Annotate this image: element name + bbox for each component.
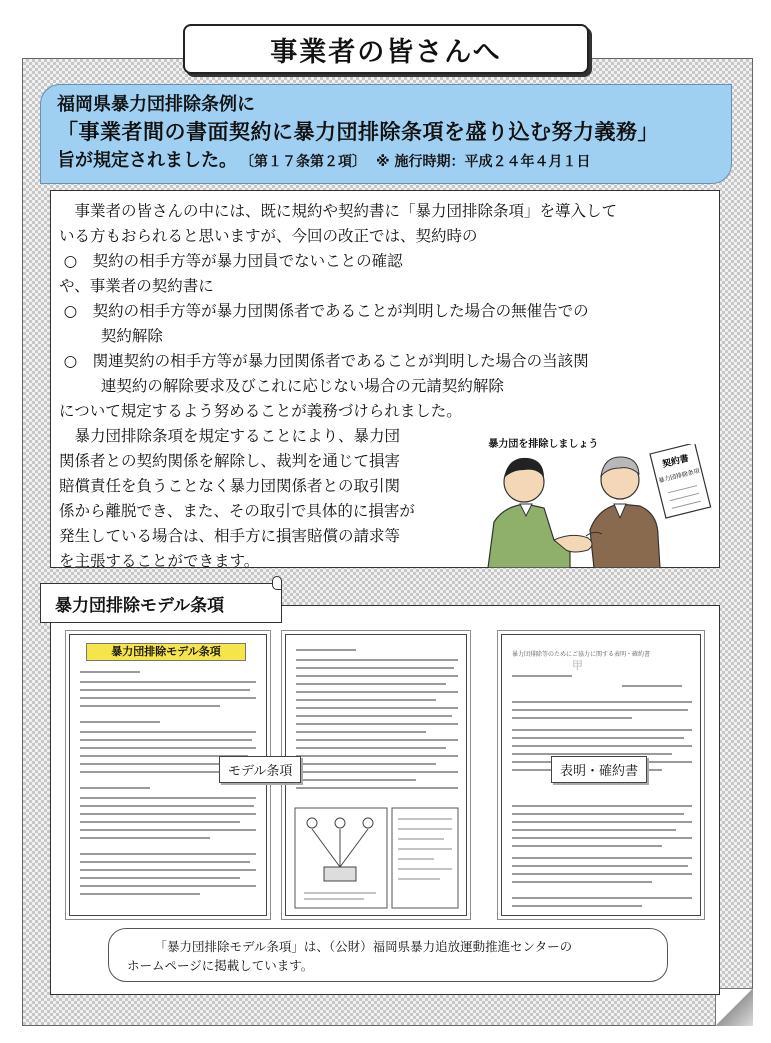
title-box <box>183 24 589 74</box>
model-clause-callout: モデル条項 <box>219 756 301 783</box>
section-heading: 暴力団排除モデル条項 <box>55 595 225 616</box>
footer-line-2: ホームページに掲載しています。 <box>127 958 314 973</box>
paragraph-1-line-1: 事業者の皆さんの中には、既に規約や契約書に「暴力団排除条項」を導入して <box>74 202 618 220</box>
pledge-callout: 表明・確約書 <box>551 756 647 783</box>
pledge-document-title: 暴力団排除等のためにご協力に関する表明・確約書 <box>512 651 651 658</box>
banner-article: 〔第１７条第２項〕 <box>247 154 366 170</box>
benefit-line-2: 関係者との契約関係を解除し、裁判を通じて損害 <box>59 452 401 470</box>
lower-section <box>59 424 711 574</box>
page-curl-decoration <box>715 988 753 1026</box>
document-label-clause: 暴力団排除条項 <box>658 467 701 485</box>
benefit-line-1: 暴力団排除条項を規定することにより、暴力団 <box>74 427 401 445</box>
footer-note <box>108 928 668 982</box>
banner-line-2: 「事業者間の書面契約に暴力団排除条項を盛り込む努力義務」 <box>57 120 659 144</box>
model-clause-header: 暴力団排除モデル条項 <box>86 643 246 661</box>
closing-text: について規定するよう努めることが義務づけられました。 <box>59 402 462 420</box>
benefit-paragraph <box>59 424 474 574</box>
bullet-confirmation: ○ 契約の相手方等が暴力団員でないことの確認 <box>63 252 403 270</box>
banner-effective-date: ※ 施行時期：平成２４年４月１日 <box>376 154 591 170</box>
bullet-related-line-1: ○ 関連契約の相手方等が暴力団関係者であることが判明した場合の当該関 <box>63 352 589 370</box>
paragraph-1-line-2: いる方もおられると思いますが、今回の改正では、契約時の <box>59 227 478 245</box>
explanation-box <box>50 190 720 568</box>
law-banner <box>40 84 732 184</box>
pledge-document-seal: 甲 <box>572 659 583 672</box>
model-clause-page-2-thumbnail[interactable] <box>285 634 467 916</box>
handshake-illustration <box>480 426 711 568</box>
section-heading-tab <box>40 583 282 623</box>
handshake-icon <box>480 444 712 568</box>
document-label-contract: 契約書 <box>661 453 691 471</box>
banner-main-text: 旨が規定されました。 <box>57 150 237 171</box>
bullet-termination-line-2: 契約解除 <box>100 327 163 345</box>
tab-curl-decoration <box>272 576 282 590</box>
flow-diagram-icon <box>294 807 460 909</box>
benefit-line-5: 発生している場合は、相手方に損害賠償の請求等 <box>59 527 401 545</box>
benefit-line-3: 賠償責任を負うことなく暴力団関係者との取引関 <box>59 477 401 495</box>
illustration-caption: 暴力団を排除しましょう <box>488 439 599 450</box>
benefit-line-6: を主張することができます。 <box>59 552 260 570</box>
benefit-line-4: 係から離脱でき、また、その取引で具体的に損害が <box>59 502 415 520</box>
bullet-termination-line-1: ○ 契約の相手方等が暴力団関係者であることが判明した場合の無催告での <box>63 302 589 320</box>
bullet-related-contract <box>59 349 711 399</box>
banner-line-1: 福岡県暴力団排除条例に <box>57 94 255 115</box>
banner-line-3 <box>57 147 721 176</box>
bullet-related-line-2: 連契約の解除要求及びこれに応じない場合の元請契約解除 <box>100 377 504 395</box>
footer-line-1: 「暴力団排除モデル条項」は、（公財）福岡県暴力追放運動推進センターの <box>154 939 573 954</box>
connector-text: や、事業者の契約書に <box>59 277 214 295</box>
page-title: 事業者の皆さんへ <box>270 36 502 68</box>
bullet-termination <box>59 299 711 349</box>
